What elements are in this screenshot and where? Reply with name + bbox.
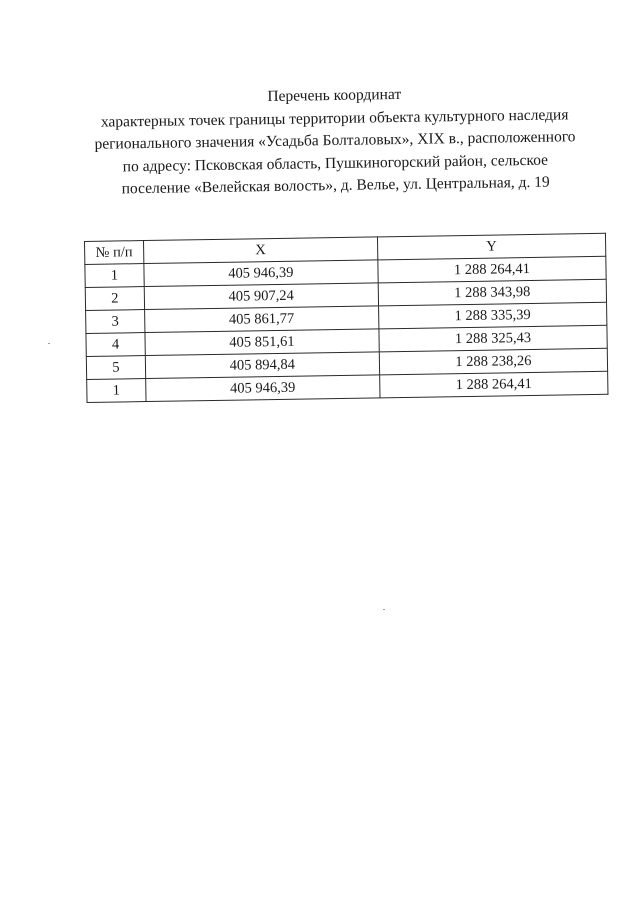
cell-y: 1 288 264,41: [378, 256, 606, 283]
cell-number: 4: [86, 333, 145, 357]
cell-y: 1 288 264,41: [380, 371, 608, 398]
cell-x: 405 851,61: [145, 329, 379, 356]
cell-y: 1 288 343,98: [378, 279, 606, 306]
header-number: № п/п: [85, 241, 144, 265]
cell-y: 1 288 238,26: [379, 348, 607, 375]
document-heading: [69, 81, 601, 202]
heading-line-2: характерных точек границы территории объекта культурного наследия: [100, 105, 569, 131]
cell-x: 405 861,77: [144, 306, 378, 333]
cell-number: 1: [87, 379, 146, 403]
heading-line-title: Перечень координат: [267, 85, 402, 106]
cell-number: 2: [85, 287, 144, 311]
heading-line-4: по адресу: Псковская область, Пушкиногорский район, сельское: [122, 151, 549, 176]
cell-x: 405 946,39: [145, 375, 379, 402]
cell-y: 1 288 325,43: [379, 325, 607, 352]
cell-x: 405 907,24: [144, 283, 378, 310]
header-y: Y: [377, 233, 605, 260]
coordinates-table: [84, 233, 608, 403]
heading-line-3: регионального значения «Усадьба Болталовых», XIX в., расположенного: [94, 128, 576, 153]
cell-x: 405 946,39: [144, 260, 378, 287]
cell-y: 1 288 335,39: [378, 302, 606, 329]
cell-number: 3: [86, 310, 145, 334]
cell-x: 405 894,84: [145, 352, 379, 379]
header-x: X: [143, 237, 377, 264]
heading-line-5: поселение «Велейская волость», д. Велье, ул. Центральная, д. 19: [121, 174, 550, 198]
cell-number: 5: [86, 356, 145, 380]
scan-speck: [48, 343, 50, 344]
cell-number: 1: [85, 264, 144, 288]
scan-speck: [383, 609, 385, 610]
